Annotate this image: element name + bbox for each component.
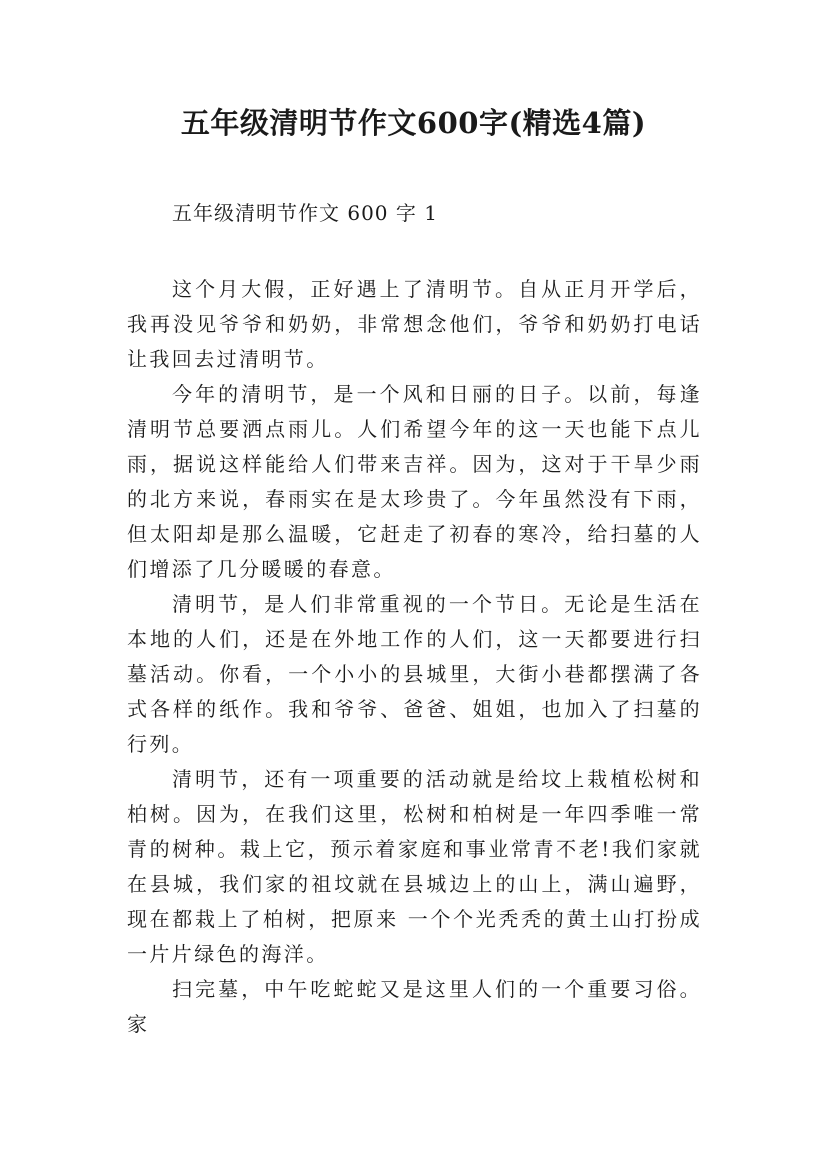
document-title: 五年级清明节作文600字(精选4篇) (180, 106, 647, 140)
essay-body (127, 272, 702, 1042)
section-heading: 五年级清明节作文 600 字 1 (172, 201, 438, 225)
paragraph-2: 今年的清明节，是一个风和日丽的日子。以前，每逢清明节总要洒点雨儿。人们希望今年的这一天也能下点儿雨，据说这样能给人们带来吉祥。因为，这对于干旱少雨的北方来说，春雨实在是太珍贵了。今年虽然没有下雨，但太阳却是那么温暖，它赶走了初春的寒冷，给扫墓的人们增添了几分暖暖的春意。 (127, 382, 702, 581)
paragraph-3: 清明节，是人们非常重视的一个节日。无论是生活在本地的人们，还是在外地工作的人们，这一天都要进行扫墓活动。你看，一个小小的县城里，大街小巷都摆满了各式各样的纸作。我和爷爷、爸爸、姐姐，也加入了扫墓的行列。 (127, 592, 702, 756)
paragraph-1: 这个月大假，正好遇上了清明节。自从正月开学后，我再没见爷爷和奶奶，非常想念他们，爷爷和奶奶打电话让我回去过清明节。 (127, 277, 702, 371)
paragraph-5: 扫完墓，中午吃蛇蛇又是这里人们的一个重要习俗。家 (127, 977, 702, 1036)
paragraph-4: 清明节，还有一项重要的活动就是给坟上栽植松树和柏树。因为，在我们这里，松树和柏树是一年四季唯一常青的树种。栽上它，预示着家庭和事业常青不老!我们家就在县城，我们家的祖坟就在县城边上的山上，满山遍野，现在都栽上了柏树，把原来 一个个光秃秃的黄土山打扮成一片片绿色的海洋。 (127, 767, 702, 966)
